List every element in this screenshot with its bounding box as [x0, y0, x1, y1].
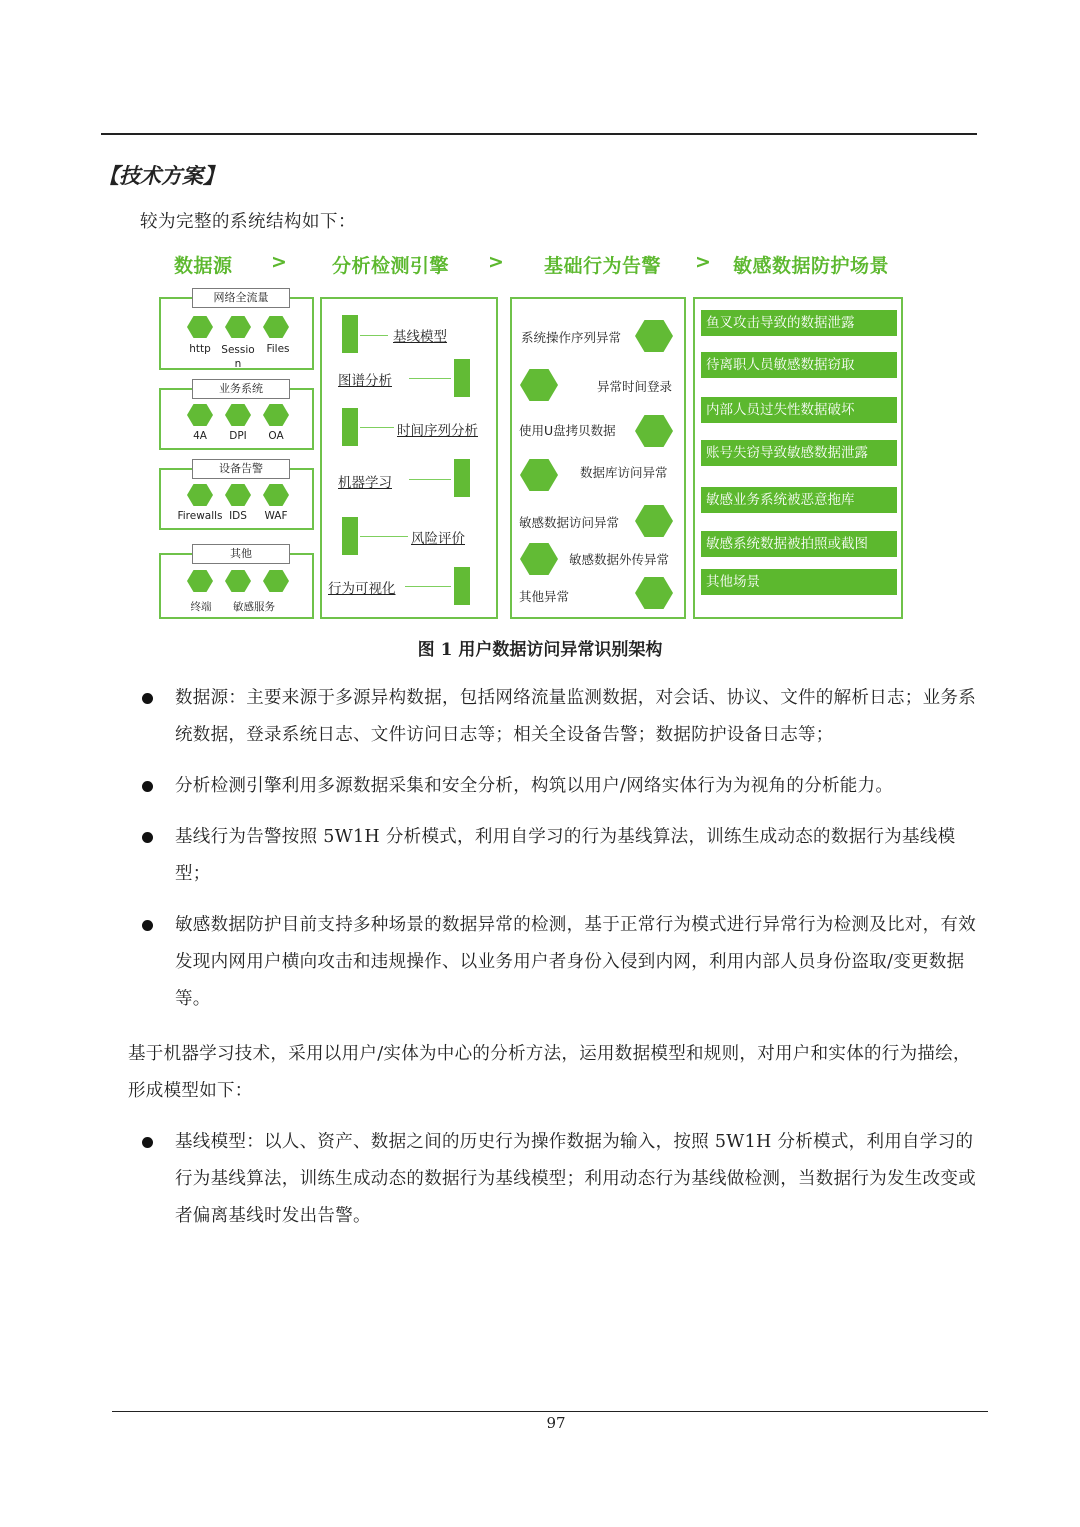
header-engine: 分析检测引擎	[332, 255, 450, 277]
source-item: http	[189, 343, 211, 355]
list-item: 基线模型：以人、资产、数据之间的历史行为操作数据为输入，按照 5W1H 分析模式，利用自学习的行为基线算法，训练生成动态的数据行为基线模型；利用动态行为基线做检测，当数据行为发生改变或者偏离基线时发出告警。	[140, 1124, 980, 1235]
header-rule	[101, 133, 977, 135]
engine-block	[342, 408, 358, 446]
header-sep-3: >	[695, 251, 712, 273]
engine-block	[342, 315, 358, 353]
source-item: Firewalls	[177, 510, 223, 522]
arrow-icon	[360, 335, 388, 336]
source-item: OA	[268, 430, 284, 442]
source-item: IDS	[229, 510, 247, 522]
header-sep-2: >	[488, 251, 505, 273]
bullet-list-2	[140, 1124, 980, 1249]
bullet-icon	[142, 832, 153, 843]
scenes-box	[693, 297, 903, 619]
bullet-icon	[142, 781, 153, 792]
page-number: 97	[546, 1414, 566, 1432]
source-item: 终端	[190, 601, 212, 613]
scene-item: 账号失窃导致敏感数据泄露	[701, 440, 897, 466]
source-item: DPI	[229, 430, 247, 442]
source-title-device: 设备告警	[192, 459, 290, 479]
alert-item: 使用U盘拷贝数据	[519, 423, 616, 438]
engine-item: 图谱分析	[338, 373, 392, 389]
alert-item: 敏感数据访问异常	[519, 515, 620, 530]
scene-item: 其他场景	[701, 569, 897, 595]
engine-block	[342, 517, 358, 555]
source-item: 敏感服务	[233, 601, 275, 613]
header-source: 数据源	[174, 255, 233, 277]
bullet-list-1	[140, 680, 980, 1032]
engine-item: 基线模型	[393, 329, 447, 345]
engine-block	[454, 359, 470, 397]
list-item: 基线行为告警按照 5W1H 分析模式，利用自学习的行为基线算法，训练生成动态的数据行为基线模型；	[140, 819, 980, 893]
source-title-network: 网络全流量	[192, 288, 290, 308]
list-item: 敏感数据防护目前支持多种场景的数据异常的检测，基于正常行为模式进行异常行为检测及比对，有效发现内网用户横向攻击和违规操作、以业务用户者身份入侵到内网，利用内部人员身份盗取/变更数据等。	[140, 907, 980, 1018]
scene-item: 敏感系统数据被拍照或截图	[701, 531, 897, 557]
source-item: WAF	[264, 510, 288, 522]
scene-item: 内部人员过失性数据破坏	[701, 397, 897, 423]
figure-caption: 图 1 用户数据访问异常识别架构	[417, 640, 663, 660]
section-title: 【技术方案】	[98, 163, 224, 188]
scene-item: 鱼叉攻击导致的数据泄露	[701, 310, 897, 336]
bullet-icon	[142, 920, 153, 931]
arrow-icon	[409, 378, 451, 379]
engine-item: 风险评价	[411, 531, 465, 547]
list-item: 数据源：主要来源于多源异构数据，包括网络流量监测数据，对会话、协议、文件的解析日志；业务系统数据，登录系统日志、文件访问日志等；相关全设备告警；数据防护设备日志等；	[140, 680, 980, 754]
alert-item: 其他异常	[519, 589, 570, 604]
bullet-icon	[142, 693, 153, 704]
alert-item: 系统操作序列异常	[521, 330, 622, 345]
source-item: Sessio n	[221, 344, 255, 370]
intro-text: 较为完整的系统结构如下：	[140, 212, 356, 232]
list-item: 分析检测引擎利用多源数据采集和安全分析，构筑以用户/网络实体行为为视角的分析能力。	[140, 768, 980, 805]
architecture-diagram	[157, 247, 905, 619]
scene-item: 敏感业务系统被恶意拖库	[701, 487, 897, 513]
arrow-icon	[360, 536, 408, 537]
source-item: 4A	[193, 430, 207, 442]
engine-block	[454, 567, 470, 605]
engine-item: 时间序列分析	[397, 423, 478, 439]
alert-item: 敏感数据外传异常	[569, 552, 670, 567]
scene-item: 待离职人员敏感数据窃取	[701, 352, 897, 378]
footer-rule	[112, 1411, 988, 1412]
source-title-business: 业务系统	[192, 379, 290, 399]
body-paragraph: 基于机器学习技术，采用以用户/实体为中心的分析方法，运用数据模型和规则，对用户和实体的行为描绘，形成模型如下：	[128, 1044, 971, 1101]
header-scenes: 敏感数据防护场景	[733, 255, 890, 277]
arrow-icon	[405, 586, 451, 587]
arrow-icon	[409, 479, 451, 480]
engine-item: 行为可视化	[328, 581, 396, 597]
alert-item: 异常时间登录	[597, 379, 673, 394]
bullet-icon	[142, 1137, 153, 1148]
engine-item: 机器学习	[338, 475, 392, 491]
source-title-other: 其他	[192, 544, 290, 564]
alert-item: 数据库访问异常	[580, 465, 668, 480]
header-alert: 基础行为告警	[544, 255, 662, 277]
header-sep-1: >	[271, 251, 288, 273]
arrow-icon	[360, 427, 394, 428]
engine-block	[454, 459, 470, 497]
source-item: Files	[266, 343, 290, 355]
